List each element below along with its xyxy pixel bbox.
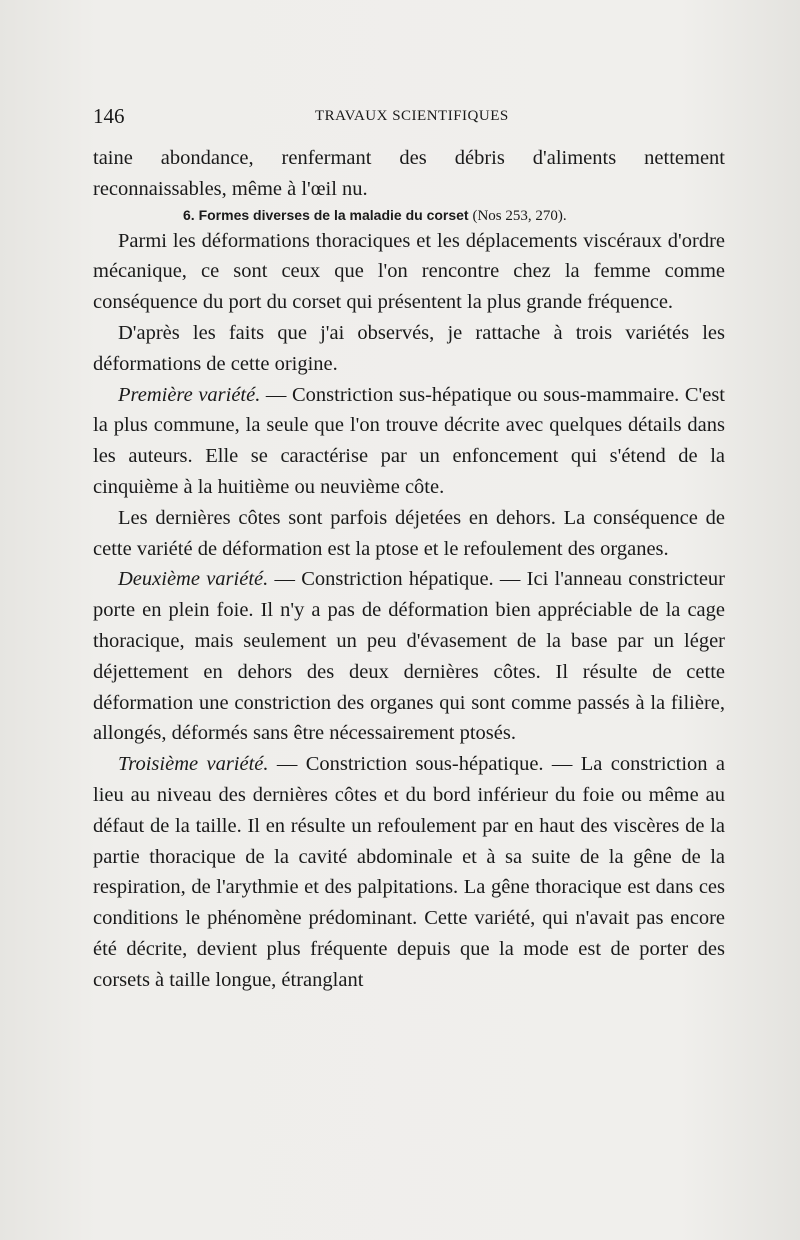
variety-2-paragraph xyxy=(93,564,725,749)
section-refs: (Nos 253, 270). xyxy=(472,207,567,224)
page-body xyxy=(93,143,725,996)
section-heading xyxy=(93,205,725,226)
section-title: Formes diverses de la maladie du corset xyxy=(198,206,469,223)
variety-1-text: — Constriction sus-hépatique ou sous-mammaire. C'est la plus commune, la seule que l'on trouve décrite avec quelques détails dans les auteurs. Elle se caractérise par un enfoncement qui s'étend de la cinquième à la huitième ou neuvième côte. xyxy=(93,383,726,498)
continuation-paragraph: taine abondance, renfermant des débris d'aliments nettement reconnaissables, même à l'œil nu. xyxy=(93,147,725,200)
variety-1-label: Première variété. xyxy=(118,383,261,406)
variety-1-paragraph xyxy=(93,380,725,503)
paragraph-intro: Parmi les déformations thoraciques et les déplacements viscéraux d'ordre mécanique, ce sont ceux que l'on rencontre chez la femme comme conséquence du port du corset qui présentent la plus grande fréquence. xyxy=(93,229,725,314)
variety-3-paragraph xyxy=(93,749,725,995)
paragraph-ribs: Les dernières côtes sont parfois déjetées en dehors. La conséquence de cette variété de déformation est la ptose et le refoulement des organes. xyxy=(93,506,725,560)
running-title: TRAVAUX SCIENTIFIQUES xyxy=(315,108,509,124)
running-head xyxy=(93,104,725,128)
paragraph-varieties: D'après les faits que j'ai observés, je rattache à trois variétés les déformations de cette origine. xyxy=(93,321,725,375)
variety-2-label: Deuxième variété. xyxy=(118,568,269,591)
variety-3-label: Troisième variété. xyxy=(118,753,269,776)
section-number: 6. xyxy=(183,206,195,223)
variety-3-text: — Constriction sous-hépatique. — La constriction a lieu au niveau des dernières côtes et du bord inférieur du foie ou même au défaut de la taille. Il en résulte un refoulement par en haut des viscères de la partie thoracique de la cavité abdominale et à sa suite de la gêne de la respiration, de l'arythmie et des palpitations. La gêne thoracique est dans ces conditions le phénomène prédominant. Cette variété, qui n'avait pas encore été décrite, devient plus fréquente depuis que la mode est de porter des corsets à taille longue, étranglant xyxy=(93,753,725,991)
page-number: 146 xyxy=(93,104,125,128)
variety-2-text: — Constriction hépatique. — Ici l'anneau constricteur porte en plein foie. Il n'y a pas de déformation bien appréciable de la cage thoracique, mais seulement un peu d'évasement de la base par un léger déjettement en dehors des deux dernières côtes. Il résulte de cette déformation une constriction des organes qui sont comme passés à la filière, allongés, déformés sans être nécessairement ptosés. xyxy=(93,568,725,745)
